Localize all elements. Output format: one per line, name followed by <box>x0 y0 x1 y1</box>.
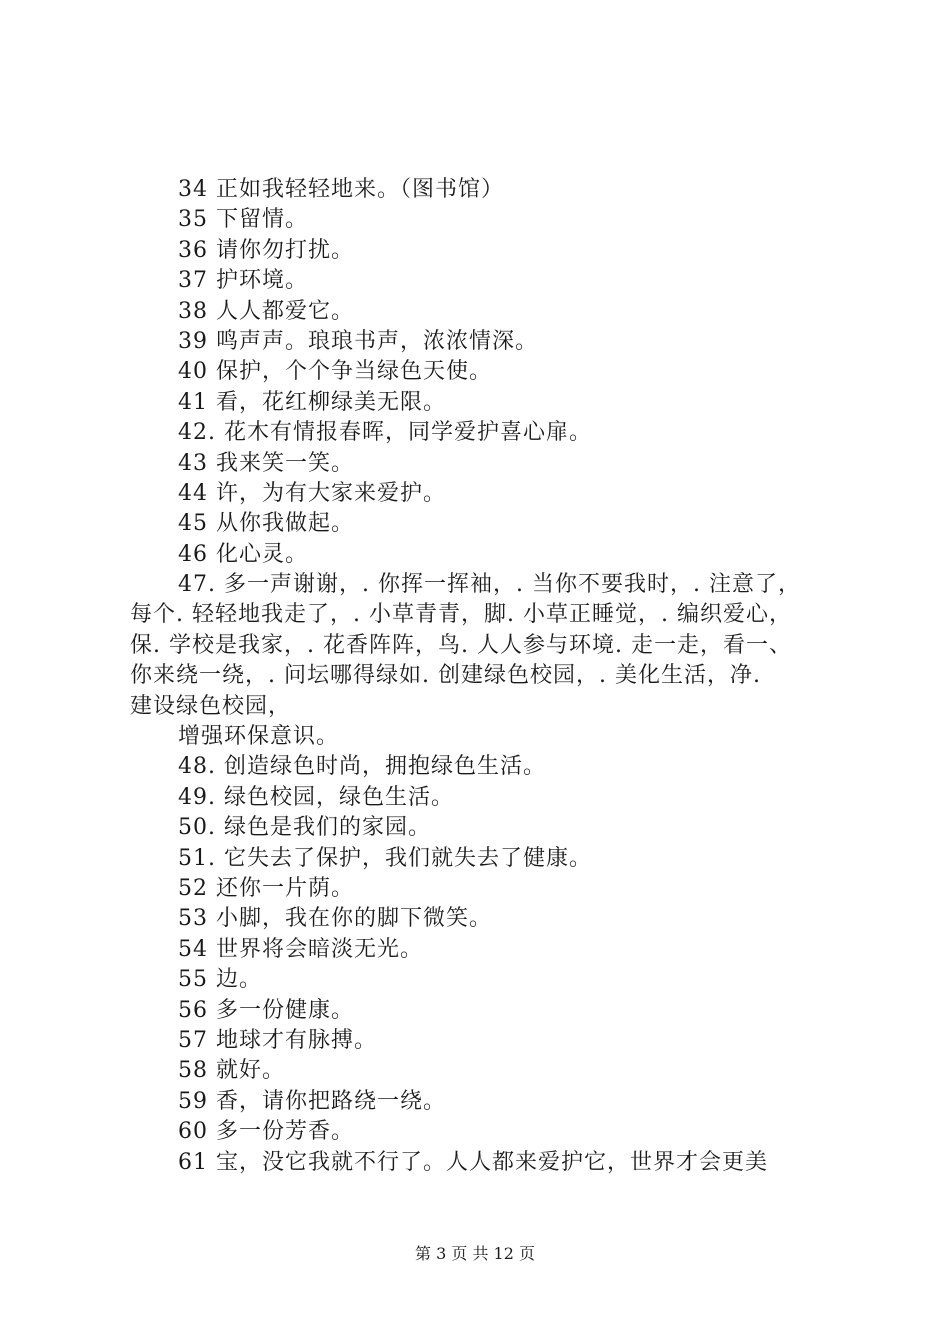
text-line: 59 香，请你把路绕一绕。 <box>178 1088 446 1114</box>
document-body <box>130 175 840 1178</box>
text-line: 51. 它失去了保护，我们就失去了健康。 <box>178 845 592 871</box>
text-line: 55 边。 <box>178 967 262 993</box>
text-line: 60 多一份芳香。 <box>178 1119 354 1145</box>
text-line: 40 保护，个个争当绿色天使。 <box>178 359 492 385</box>
paragraph-line: 建设绿色校园， <box>130 693 292 719</box>
text-line: 52 还你一片荫。 <box>178 875 354 901</box>
text-line: 36 请你勿打扰。 <box>178 237 354 263</box>
text-line: 56 多一份健康。 <box>178 997 354 1023</box>
text-line: 45 从你我做起。 <box>178 511 354 537</box>
text-line: 42. 花木有情报春晖，同学爱护喜心扉。 <box>178 420 592 446</box>
text-line: 37 护环境。 <box>178 268 308 294</box>
paragraph-47 <box>130 570 840 722</box>
text-line: 41 看，花红柳绿美无限。 <box>178 389 446 415</box>
text-line: 61 宝，没它我就不行了。人人都来爱护它，世界才会更美 <box>178 1149 768 1175</box>
paragraph-line: 你来绕一绕，. 问坛哪得绿如. 创建绿色校园，. 美化生活，净. <box>130 663 761 689</box>
text-line: 43 我来笑一笑。 <box>178 450 354 476</box>
page-number-footer: 第 3 页 共 12 页 <box>415 1244 535 1263</box>
text-line: 39 鸣声声。琅琅书声，浓浓情深。 <box>178 328 538 354</box>
text-line: 54 世界将会暗淡无光。 <box>178 936 423 962</box>
text-line: 53 小脚，我在你的脚下微笑。 <box>178 906 492 932</box>
text-line: 35 下留情。 <box>178 207 308 233</box>
text-line: 48. 创造绿色时尚，拥抱绿色生活。 <box>178 754 546 780</box>
text-line: 58 就好。 <box>178 1058 285 1084</box>
text-line: 57 地球才有脉搏。 <box>178 1027 377 1053</box>
text-line: 34 正如我轻轻地来。（图书馆） <box>178 177 504 202</box>
text-line: 49. 绿色校园，绿色生活。 <box>178 784 454 810</box>
text-line: 46 化心灵。 <box>178 541 308 567</box>
text-line: 38 人人都爱它。 <box>178 298 354 324</box>
paragraph-line: 47. 多一声谢谢，. 你挥一挥袖，. 当你不要我时，. 注意了， <box>178 572 801 598</box>
text-line: 50. 绿色是我们的家园。 <box>178 815 431 841</box>
text-line: 增强环保意识。 <box>178 724 340 750</box>
text-line: 44 许，为有大家来爱护。 <box>178 480 446 506</box>
paragraph-line: 保. 学校是我家，. 花香阵阵，鸟. 人人参与环境. 走一走，看一、 <box>130 632 792 658</box>
paragraph-line: 每个. 轻轻地我走了，. 小草青青，脚. 小草正睡觉，. 编织爱心， <box>130 602 792 628</box>
